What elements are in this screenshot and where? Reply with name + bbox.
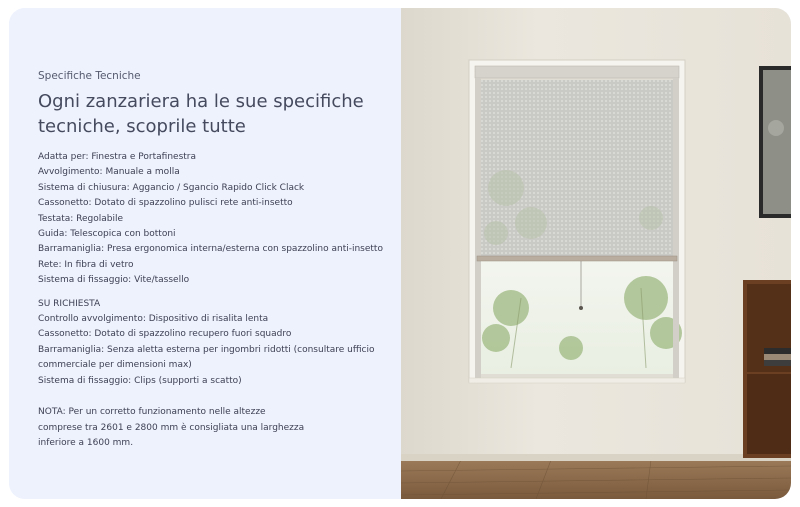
spec-line: Guida: Telescopica con bottoni xyxy=(38,229,176,240)
spec-panel xyxy=(9,8,401,499)
spec-list xyxy=(38,150,383,289)
note-line: inferiore a 1600 mm. xyxy=(38,437,134,448)
note-line: comprese tra 2601 e 2800 mm è consigliata una larghezza xyxy=(38,422,305,433)
on-request-line: Sistema di fissaggio: Clips (supporti a scatto) xyxy=(38,375,242,386)
product-spec-card xyxy=(9,8,791,499)
on-request-heading: SU RICHIESTA xyxy=(38,298,101,309)
spec-line: Sistema di chiusura: Aggancio / Sgancio Rapido Click Clack xyxy=(38,182,305,193)
on-request-line: Controllo avvolgimento: Dispositivo di risalita lenta xyxy=(38,314,269,325)
handle-bar xyxy=(477,256,677,261)
spec-line: Cassonetto: Dotato di spazzolino pulisci rete anti-insetto xyxy=(38,198,293,209)
on-request-line: Cassonetto: Dotato di spazzolino recupero fuori squadro xyxy=(38,329,292,340)
on-request-line: commerciale per dimensioni max) xyxy=(38,360,192,371)
spec-line: Adatta per: Finestra e Portafinestra xyxy=(38,152,197,162)
side-guide-left xyxy=(475,78,481,378)
spec-line: Testata: Regolabile xyxy=(38,213,124,224)
note-line: NOTA: Per un corretto funzionamento nelle altezze xyxy=(38,407,266,418)
on-request-line: Barramaniglia: Senza aletta esterna per ingombri ridotti (consultare ufficio xyxy=(38,344,375,355)
wood-floor xyxy=(401,460,791,499)
section-title: Ogni zanzariera ha le sue specifiche tecniche, scoprile tutte xyxy=(38,91,364,137)
side-guide-right xyxy=(673,78,679,378)
roller-cassette xyxy=(475,66,679,78)
spec-line: Barramaniglia: Presa ergonomica interna/esterna con spazzolino anti-insetto xyxy=(38,244,383,255)
spec-line: Sistema di fissaggio: Vite/tassello xyxy=(38,275,190,286)
spec-text xyxy=(38,69,383,451)
spec-line: Avvolgimento: Manuale a molla xyxy=(38,167,180,178)
window-sill xyxy=(469,378,685,383)
spec-line: Rete: In fibra di vetro xyxy=(38,259,134,270)
note-block xyxy=(38,405,383,451)
section-eyebrow: Specifiche Tecniche xyxy=(38,70,141,82)
product-photo xyxy=(401,8,791,499)
on-request-list xyxy=(38,297,383,389)
